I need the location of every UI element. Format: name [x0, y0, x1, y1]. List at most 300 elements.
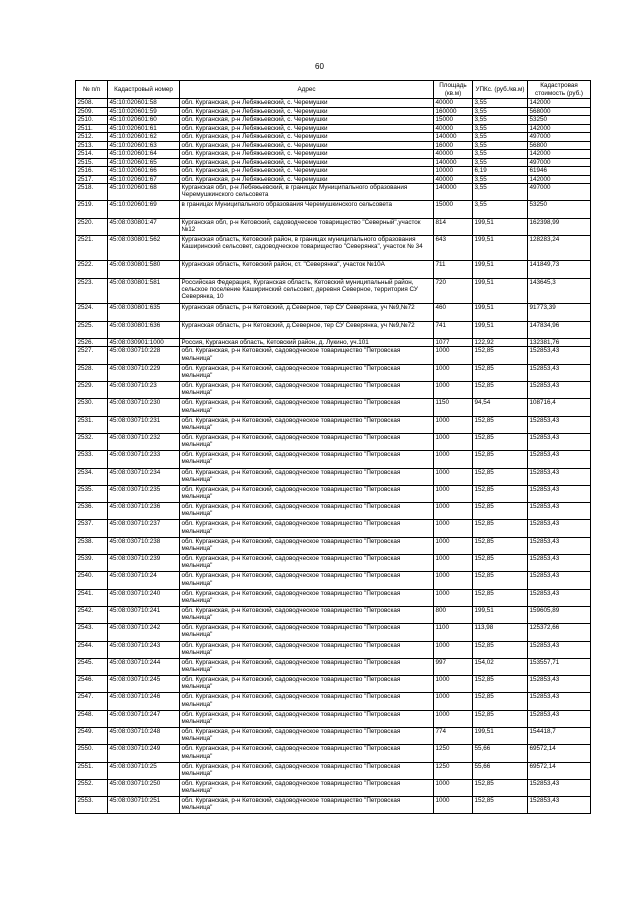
row-number-cell: 2534. [76, 468, 108, 485]
area-cell: 1000 [434, 555, 473, 572]
table-row [76, 710, 591, 727]
row-number-cell: 2540. [76, 572, 108, 589]
upks-cell: 152,85 [473, 641, 528, 658]
cadastral-number-cell: 45:10:020601:59 [108, 107, 180, 116]
row-number-cell: 2548. [76, 710, 108, 727]
address-cell: Курганская область, р-н Кетовский, д.Северное, тер СУ Северянка, уч №9,№72 [180, 304, 434, 321]
cadastral-number-cell: 45:08:030710:241 [108, 606, 180, 623]
row-number-cell: 2524. [76, 304, 108, 321]
table-row [76, 364, 591, 381]
cadastral-value-cell: 152853,43 [528, 641, 591, 658]
cadastral-value-cell: 152853,43 [528, 364, 591, 381]
table-row [76, 779, 591, 796]
row-number-cell: 2522. [76, 261, 108, 278]
address-cell: обл. Курганская, р-н Лебяжьевский, с. Черемушки [180, 150, 434, 159]
area-cell: 1100 [434, 624, 473, 641]
upks-cell: 199,51 [473, 606, 528, 623]
cadastral-value-cell: 152853,43 [528, 433, 591, 450]
cadastral-number-cell: 45:08:030710:228 [108, 347, 180, 364]
row-number-cell: 2525. [76, 321, 108, 338]
page-number: 60 [315, 62, 324, 71]
area-cell: 40000 [434, 150, 473, 159]
header-value: Кадастровая стоимость (руб.) [528, 81, 591, 99]
row-number-cell: 2551. [76, 762, 108, 779]
cadastral-value-cell: 152853,43 [528, 468, 591, 485]
table-row [76, 537, 591, 554]
address-cell: Курганская область, Кетовский район, ст. "Северянка", участок №10А [180, 261, 434, 278]
upks-cell: 199,51 [473, 321, 528, 338]
cadastral-value-cell: 61946 [528, 167, 591, 176]
table-row [76, 485, 591, 502]
cadastral-value-cell: 497000 [528, 158, 591, 167]
address-cell: обл. Курганская, р-н Кетовский, садоводческое товарищество "Петровская мельница" [180, 537, 434, 554]
address-cell: обл. Курганская, р-н Кетовский, садоводческое товарищество "Петровская мельница" [180, 779, 434, 796]
row-number-cell: 2537. [76, 520, 108, 537]
table-row [76, 658, 591, 675]
cadastral-value-cell: 152853,43 [528, 382, 591, 399]
row-number-cell: 2517. [76, 175, 108, 184]
area-cell: 643 [434, 235, 473, 261]
upks-cell: 152,85 [473, 555, 528, 572]
address-cell: обл. Курганская, р-н Кетовский, садоводческое товарищество "Петровская мельница" [180, 347, 434, 364]
cadastral-value-cell: 142000 [528, 99, 591, 108]
cadastral-number-cell: 45:08:030710:251 [108, 797, 180, 814]
cadastral-value-cell: 152853,43 [528, 520, 591, 537]
area-cell: 16000 [434, 141, 473, 150]
area-cell: 1000 [434, 589, 473, 606]
row-number-cell: 2528. [76, 364, 108, 381]
upks-cell: 55,66 [473, 745, 528, 762]
row-number-cell: 2532. [76, 433, 108, 450]
row-number-cell: 2553. [76, 797, 108, 814]
address-cell: Российская Федерация, Курганская область, Кетовский муниципальный район, сельское поселение Каширинский сельсовет, деревня Северное, территория СУ Северянка, 10 [180, 278, 434, 304]
address-cell: обл. Курганская, р-н Кетовский, садоводческое товарищество "Петровская мельница" [180, 693, 434, 710]
cadastral-number-cell: 45:10:020601:66 [108, 167, 180, 176]
address-cell: обл. Курганская, р-н Кетовский, садоводческое товарищество "Петровская мельница" [180, 503, 434, 520]
area-cell: 10000 [434, 167, 473, 176]
cadastral-number-cell: 45:08:030710:247 [108, 710, 180, 727]
cadastral-value-cell: 152853,43 [528, 416, 591, 433]
area-cell: 1000 [434, 364, 473, 381]
row-number-cell: 2515. [76, 158, 108, 167]
area-cell: 1000 [434, 537, 473, 554]
address-cell: обл. Курганская, р-н Лебяжьевский, с. Черемушки [180, 133, 434, 142]
address-cell: обл. Курганская, р-н Кетовский, садоводческое товарищество "Петровская мельница" [180, 382, 434, 399]
area-cell: 40000 [434, 99, 473, 108]
row-number-cell: 2533. [76, 451, 108, 468]
upks-cell: 94,54 [473, 399, 528, 416]
upks-cell: 152,85 [473, 520, 528, 537]
cadastral-value-cell: 152853,43 [528, 503, 591, 520]
cadastral-value-cell: 141849,73 [528, 261, 591, 278]
cadastral-number-cell: 45:08:030710:235 [108, 485, 180, 502]
table-row [76, 278, 591, 304]
address-cell: обл. Курганская, р-н Кетовский, садоводческое товарищество "Петровская мельница" [180, 451, 434, 468]
cadastral-number-cell: 45:10:020601:64 [108, 150, 180, 159]
table-row [76, 520, 591, 537]
area-cell: 1250 [434, 745, 473, 762]
upks-cell: 152,85 [473, 589, 528, 606]
upks-cell: 6,19 [473, 167, 528, 176]
row-number-cell: 2512. [76, 133, 108, 142]
cadastral-value-cell: 152853,43 [528, 779, 591, 796]
cadastral-number-cell: 45:08:030710:234 [108, 468, 180, 485]
cadastral-value-cell: 154418,7 [528, 728, 591, 745]
table-row [76, 158, 591, 167]
area-cell: 741 [434, 321, 473, 338]
table-row [76, 728, 591, 745]
cadastral-number-cell: 45:08:030710:24 [108, 572, 180, 589]
cadastral-value-cell: 152853,43 [528, 537, 591, 554]
area-cell: 40000 [434, 175, 473, 184]
table-row [76, 235, 591, 261]
cadastral-number-cell: 45:08:030710:231 [108, 416, 180, 433]
upks-cell: 199,51 [473, 261, 528, 278]
address-cell: обл. Курганская, р-н Кетовский, садоводческое товарищество "Петровская мельница" [180, 555, 434, 572]
upks-cell: 152,85 [473, 347, 528, 364]
cadastral-number-cell: 45:10:020601:63 [108, 141, 180, 150]
upks-cell: 3,55 [473, 141, 528, 150]
row-number-cell: 2547. [76, 693, 108, 710]
upks-cell: 3,55 [473, 99, 528, 108]
cadastral-value-cell: 152853,43 [528, 589, 591, 606]
area-cell: 15000 [434, 116, 473, 125]
address-cell: в границах Муниципального образования Черемушкинского сельсовета [180, 201, 434, 218]
area-cell: 774 [434, 728, 473, 745]
cadastral-number-cell: 45:08:030710:244 [108, 658, 180, 675]
upks-cell: 152,85 [473, 451, 528, 468]
upks-cell: 152,85 [473, 364, 528, 381]
cadastral-value-cell: 132381,76 [528, 338, 591, 347]
cadastral-number-cell: 45:08:030710:237 [108, 520, 180, 537]
area-cell: 1000 [434, 676, 473, 693]
area-cell: 997 [434, 658, 473, 675]
row-number-cell: 2552. [76, 779, 108, 796]
table-header [76, 81, 591, 99]
cadastral-value-cell: 497000 [528, 133, 591, 142]
area-cell: 1000 [434, 433, 473, 450]
cadastral-number-cell: 45:08:030801:562 [108, 235, 180, 261]
cadastral-value-cell: 53250 [528, 201, 591, 218]
row-number-cell: 2545. [76, 658, 108, 675]
header-num: № п/п [76, 81, 108, 99]
cadastral-number-cell: 45:08:030710:250 [108, 779, 180, 796]
cadastral-table [75, 80, 591, 814]
cadastral-number-cell: 45:08:030710:233 [108, 451, 180, 468]
table-row [76, 693, 591, 710]
table-row [76, 624, 591, 641]
address-cell: обл. Курганская, р-н Кетовский, садоводческое товарищество "Петровская мельница" [180, 624, 434, 641]
cadastral-number-cell: 45:10:020601:69 [108, 201, 180, 218]
cadastral-value-cell: 56800 [528, 141, 591, 150]
area-cell: 140000 [434, 133, 473, 142]
table-row [76, 433, 591, 450]
address-cell: обл. Курганская, р-н Кетовский, садоводческое товарищество "Петровская мельница" [180, 676, 434, 693]
cadastral-number-cell: 45:08:030801:47 [108, 218, 180, 235]
address-cell: Курганская область, р-н Кетовский, д.Северное, тер СУ Северянка, уч №9,№72 [180, 321, 434, 338]
cadastral-value-cell: 142000 [528, 175, 591, 184]
row-number-cell: 2526. [76, 338, 108, 347]
upks-cell: 152,85 [473, 537, 528, 554]
address-cell: обл. Курганская, р-н Кетовский, садоводческое товарищество "Петровская мельница" [180, 745, 434, 762]
row-number-cell: 2508. [76, 99, 108, 108]
row-number-cell: 2550. [76, 745, 108, 762]
area-cell: 140000 [434, 158, 473, 167]
area-cell: 1000 [434, 572, 473, 589]
table-row [76, 589, 591, 606]
upks-cell: 3,55 [473, 124, 528, 133]
cadastral-number-cell: 45:08:030710:229 [108, 364, 180, 381]
address-cell: обл. Курганская, р-н Лебяжьевский, с. Черемушки [180, 124, 434, 133]
cadastral-value-cell: 125372,66 [528, 624, 591, 641]
cadastral-value-cell: 152853,43 [528, 485, 591, 502]
cadastral-value-cell: 147834,96 [528, 321, 591, 338]
upks-cell: 152,85 [473, 433, 528, 450]
upks-cell: 152,85 [473, 485, 528, 502]
upks-cell: 199,51 [473, 304, 528, 321]
row-number-cell: 2520. [76, 218, 108, 235]
cadastral-number-cell: 45:10:020601:68 [108, 184, 180, 201]
upks-cell: 3,55 [473, 133, 528, 142]
cadastral-number-cell: 45:08:030801:636 [108, 321, 180, 338]
row-number-cell: 2521. [76, 235, 108, 261]
table-row [76, 555, 591, 572]
header-upks: УПКс. (руб./кв.м) [473, 81, 528, 99]
table-row [76, 124, 591, 133]
address-cell: обл. Курганская, р-н Кетовский, садоводческое товарищество "Петровская мельница" [180, 658, 434, 675]
cadastral-number-cell: 45:08:030710:238 [108, 537, 180, 554]
table-row [76, 116, 591, 125]
address-cell: обл. Курганская, р-н Кетовский, садоводческое товарищество "Петровская мельница" [180, 399, 434, 416]
upks-cell: 199,51 [473, 728, 528, 745]
address-cell: обл. Курганская, р-н Кетовский, садоводческое товарищество "Петровская мельница" [180, 485, 434, 502]
cadastral-value-cell: 568000 [528, 107, 591, 116]
table-row [76, 321, 591, 338]
address-cell: обл. Курганская, р-н Лебяжьевский, с. Черемушки [180, 141, 434, 150]
header-address: Адрес [180, 81, 434, 99]
upks-cell: 3,55 [473, 116, 528, 125]
cadastral-value-cell: 142000 [528, 150, 591, 159]
area-cell: 800 [434, 606, 473, 623]
table-row [76, 416, 591, 433]
area-cell: 1150 [434, 399, 473, 416]
table-row [76, 503, 591, 520]
area-cell: 140000 [434, 184, 473, 201]
row-number-cell: 2510. [76, 116, 108, 125]
address-cell: обл. Курганская, р-н Лебяжьевский, с. Черемушки [180, 116, 434, 125]
area-cell: 160000 [434, 107, 473, 116]
table-row [76, 399, 591, 416]
upks-cell: 152,85 [473, 676, 528, 693]
area-cell: 1000 [434, 382, 473, 399]
address-cell: обл. Курганская, р-н Кетовский, садоводческое товарищество "Петровская мельница" [180, 589, 434, 606]
row-number-cell: 2535. [76, 485, 108, 502]
area-cell: 460 [434, 304, 473, 321]
area-cell: 1000 [434, 710, 473, 727]
area-cell: 720 [434, 278, 473, 304]
upks-cell: 152,85 [473, 503, 528, 520]
area-cell: 711 [434, 261, 473, 278]
cadastral-value-cell: 162398,99 [528, 218, 591, 235]
upks-cell: 3,55 [473, 107, 528, 116]
table-row [76, 175, 591, 184]
row-number-cell: 2530. [76, 399, 108, 416]
row-number-cell: 2513. [76, 141, 108, 150]
row-number-cell: 2519. [76, 201, 108, 218]
cadastral-value-cell: 152853,43 [528, 797, 591, 814]
area-cell: 1000 [434, 416, 473, 433]
cadastral-value-cell: 152853,43 [528, 572, 591, 589]
table-row [76, 261, 591, 278]
area-cell: 814 [434, 218, 473, 235]
row-number-cell: 2531. [76, 416, 108, 433]
address-cell: обл. Курганская, р-н Лебяжьевский, с. Черемушки [180, 167, 434, 176]
cadastral-number-cell: 45:08:030710:25 [108, 762, 180, 779]
cadastral-value-cell: 153557,71 [528, 658, 591, 675]
address-cell: обл. Курганская, р-н Лебяжьевский, с. Черемушки [180, 99, 434, 108]
cadastral-number-cell: 45:10:020601:62 [108, 133, 180, 142]
upks-cell: 199,51 [473, 235, 528, 261]
cadastral-number-cell: 45:08:030710:248 [108, 728, 180, 745]
row-number-cell: 2511. [76, 124, 108, 133]
area-cell: 1000 [434, 503, 473, 520]
cadastral-number-cell: 45:08:030801:580 [108, 261, 180, 278]
cadastral-value-cell: 53250 [528, 116, 591, 125]
address-cell: обл. Курганская, р-н Лебяжьевский, с. Черемушки [180, 158, 434, 167]
area-cell: 1000 [434, 779, 473, 796]
table-row [76, 468, 591, 485]
upks-cell: 152,85 [473, 797, 528, 814]
cadastral-number-cell: 45:08:030801:581 [108, 278, 180, 304]
address-cell: Россия, Курганская область, Кетовский район, д. Лукино, уч.101 [180, 338, 434, 347]
row-number-cell: 2538. [76, 537, 108, 554]
table-row [76, 641, 591, 658]
table-row [76, 218, 591, 235]
address-cell: обл. Курганская, р-н Кетовский, садоводческое товарищество "Петровская мельница" [180, 641, 434, 658]
cadastral-number-cell: 45:10:020601:61 [108, 124, 180, 133]
address-cell: Курганская обл, р-н Лебяжьевский, в границах Муниципального образования Черемушкинского сельсовета [180, 184, 434, 201]
row-number-cell: 2539. [76, 555, 108, 572]
table-row [76, 347, 591, 364]
upks-cell: 199,51 [473, 218, 528, 235]
area-cell: 1250 [434, 762, 473, 779]
row-number-cell: 2546. [76, 676, 108, 693]
address-cell: обл. Курганская, р-н Кетовский, садоводческое товарищество "Петровская мельница" [180, 416, 434, 433]
cadastral-number-cell: 45:10:020601:67 [108, 175, 180, 184]
cadastral-number-cell: 45:08:030710:245 [108, 676, 180, 693]
table-row [76, 606, 591, 623]
table-row [76, 676, 591, 693]
area-cell: 1000 [434, 451, 473, 468]
row-number-cell: 2549. [76, 728, 108, 745]
table-row [76, 99, 591, 108]
row-number-cell: 2516. [76, 167, 108, 176]
area-cell: 1077 [434, 338, 473, 347]
cadastral-number-cell: 45:08:030710:236 [108, 503, 180, 520]
table-row [76, 150, 591, 159]
cadastral-number-cell: 45:10:020601:58 [108, 99, 180, 108]
row-number-cell: 2536. [76, 503, 108, 520]
cadastral-value-cell: 152853,43 [528, 555, 591, 572]
table-row [76, 745, 591, 762]
header-area: Площадь (кв.м) [434, 81, 473, 99]
table-row [76, 572, 591, 589]
cadastral-value-cell: 143645,3 [528, 278, 591, 304]
table-row [76, 201, 591, 218]
row-number-cell: 2529. [76, 382, 108, 399]
cadastral-value-cell: 152853,43 [528, 347, 591, 364]
cadastral-value-cell: 69572,14 [528, 745, 591, 762]
cadastral-number-cell: 45:08:030710:249 [108, 745, 180, 762]
row-number-cell: 2514. [76, 150, 108, 159]
row-number-cell: 2527. [76, 347, 108, 364]
cadastral-value-cell: 128283,24 [528, 235, 591, 261]
address-cell: Курганская область, Кетовский район, в границах муниципального образования Каширинский сельсовет, садоводческое товарищество "Северянка", участок № 34 [180, 235, 434, 261]
cadastral-number-cell: 45:08:030710:242 [108, 624, 180, 641]
row-number-cell: 2518. [76, 184, 108, 201]
upks-cell: 152,85 [473, 693, 528, 710]
table-body [76, 99, 591, 814]
row-number-cell: 2541. [76, 589, 108, 606]
cadastral-number-cell: 45:08:030710:232 [108, 433, 180, 450]
row-number-cell: 2543. [76, 624, 108, 641]
cadastral-value-cell: 159605,89 [528, 606, 591, 623]
table-row [76, 797, 591, 814]
row-number-cell: 2542. [76, 606, 108, 623]
address-cell: обл. Курганская, р-н Кетовский, садоводческое товарищество "Петровская мельница" [180, 728, 434, 745]
table-row [76, 167, 591, 176]
address-cell: обл. Курганская, р-н Кетовский, садоводческое товарищество "Петровская мельница" [180, 364, 434, 381]
upks-cell: 152,85 [473, 468, 528, 485]
upks-cell: 152,85 [473, 382, 528, 399]
upks-cell: 3,55 [473, 184, 528, 201]
table-row [76, 184, 591, 201]
table-row [76, 107, 591, 116]
cadastral-value-cell: 108716,4 [528, 399, 591, 416]
upks-cell: 3,55 [473, 150, 528, 159]
cadastral-number-cell: 45:08:030710:240 [108, 589, 180, 606]
cadastral-value-cell: 152853,43 [528, 693, 591, 710]
area-cell: 1000 [434, 347, 473, 364]
row-number-cell: 2523. [76, 278, 108, 304]
cadastral-number-cell: 45:08:030710:23 [108, 382, 180, 399]
table-row [76, 451, 591, 468]
table-row [76, 382, 591, 399]
upks-cell: 3,55 [473, 175, 528, 184]
cadastral-value-cell: 152853,43 [528, 710, 591, 727]
cadastral-number-cell: 45:08:030901:1000 [108, 338, 180, 347]
upks-cell: 152,85 [473, 779, 528, 796]
address-cell: обл. Курганская, р-н Кетовский, садоводческое товарищество "Петровская мельница" [180, 762, 434, 779]
address-cell: обл. Курганская, р-н Кетовский, садоводческое товарищество "Петровская мельница" [180, 606, 434, 623]
address-cell: обл. Курганская, р-н Кетовский, садоводческое товарищество "Петровская мельница" [180, 572, 434, 589]
upks-cell: 3,55 [473, 158, 528, 167]
cadastral-value-cell: 152853,43 [528, 676, 591, 693]
cadastral-number-cell: 45:08:030710:239 [108, 555, 180, 572]
table-row [76, 133, 591, 142]
table-row [76, 304, 591, 321]
row-number-cell: 2544. [76, 641, 108, 658]
upks-cell: 152,85 [473, 710, 528, 727]
upks-cell: 3,55 [473, 201, 528, 218]
address-cell: Курганская обл, р-н Кетовский, садоводческое товарищество "Северный",участок №12 [180, 218, 434, 235]
cadastral-number-cell: 45:08:030710:246 [108, 693, 180, 710]
area-cell: 40000 [434, 124, 473, 133]
address-cell: обл. Курганская, р-н Кетовский, садоводческое товарищество "Петровская мельница" [180, 433, 434, 450]
upks-cell: 154,02 [473, 658, 528, 675]
address-cell: обл. Курганская, р-н Кетовский, садоводческое товарищество "Петровская мельница" [180, 468, 434, 485]
address-cell: обл. Курганская, р-н Лебяжьевский, с. Черемушки [180, 107, 434, 116]
